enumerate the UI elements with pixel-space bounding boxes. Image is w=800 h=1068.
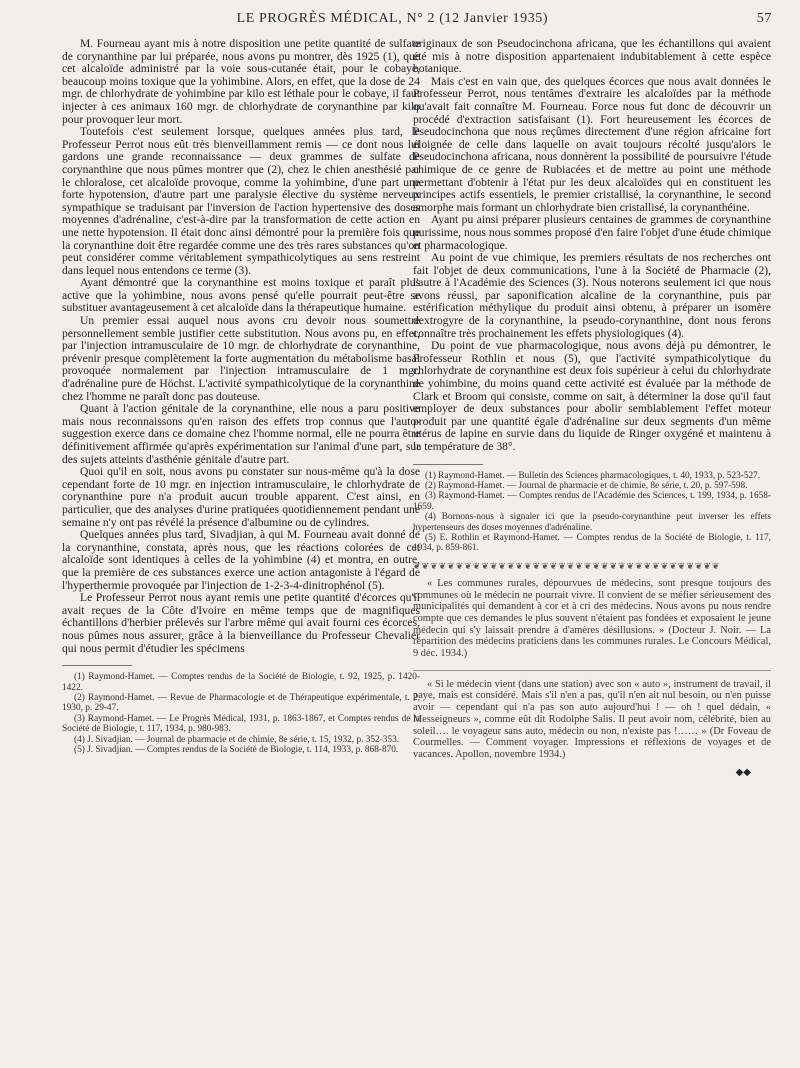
left-paragraph-4: Un premier essai auquel nous avons cru devoir nous soumettre personnellement semble justifier cette substitution. Nous avons pu, en effet, par l'injection intramusculaire de 10 mgr. de chlorhydrate de corynanthine, prévenir presque complètement la forte augmentation du métabolisme basal provoquée normalement par l'injection intramusculaire de 1 mgr. d'adrénaline pure de Höchst. L'activité sympathicolytique de la corynanthine chez l'homme ne paraît donc pas douteuse. bbox=[62, 314, 420, 403]
left-footnote-5: (5) J. Sivadjian. — Comptes rendus de la Société de Biologie, t. 114, 1933, p. 868-870. bbox=[74, 744, 399, 755]
quote-1-text: « Les communes rurales, dépourvues de médecins, sont presque toujours des communes où le médecin ne pourrait vivre. Il convient de se méfier sérieusement des municipalités qui demandent à cor et à cri des médecins. Nous avons pu nous rendre compte que ces demandes le plus souvent n'étaient pas fondées et exposaient le jeune médecin qui s'y laissait prendre à d'amères désillusions. » (Docteur J. Noir. — La répartition des médecins praticiens dans les communes rurales. Le Concours Médical, 9 déc. 1934.) bbox=[413, 577, 771, 660]
right-paragraph-1: originaux de son Pseudocinchona africana, que les échantillons qui avaient été mis à notre disposition appartenaient indubitablement à cette espèce botanique. bbox=[413, 37, 771, 76]
right-footnote-3: (3) Raymond-Hamet. — Comptes rendus de l'Académie des Sciences, t. 199, 1934, p. 1658-1659. bbox=[413, 491, 771, 512]
right-paragraph-3: Ayant pu ainsi préparer plusieurs centaines de grammes de corynanthine purissime, nous nous sommes proposé d'en faire l'objet d'une étude chimique et pharmacologique. bbox=[413, 213, 771, 252]
right-footnote-5: (5) E. Rothlin et Raymond-Hamet. — Comptes rendus de la Société de Biologie, t. 117, 1934, p. 859-861. bbox=[413, 533, 771, 554]
quote-block-1 bbox=[413, 578, 771, 660]
left-footnotes bbox=[62, 672, 420, 755]
right-footnote-2: (2) Raymond-Hamet. — Journal de pharmacie et de chimie, 8e série, t. 20, p. 597-598. bbox=[425, 481, 748, 491]
quote-block-2 bbox=[413, 679, 771, 761]
page-header bbox=[28, 8, 772, 30]
right-column bbox=[413, 38, 771, 778]
right-footnote-1: (1) Raymond-Hamet. — Bulletin des Sciences pharmacologiques, t. 40, 1933, p. 523-527. bbox=[425, 470, 761, 481]
right-footnotes bbox=[413, 471, 771, 554]
running-head: LE PROGRÈS MÉDICAL, N° 2 (12 Janvier 1935) bbox=[236, 11, 549, 26]
page-number: 57 bbox=[756, 11, 772, 26]
right-paragraph-2: Mais c'est en vain que, des quelques écorces que nous avait données le Professeur Perrot, nous tentâmes d'extraire les alcaloïdes par la méthode qu'avait fait connaître M. Fourneau. Force nous fut donc de découvrir un procédé d'extraction satisfaisant (1). Fort heureusement les écorces de Pseudocinchona que nous reçûmes directement d'une région africaine fort éloignée de celle dans laquelle on avait toujours récolté jusqu'alors le Pseudocinchona africana, nous donnèrent la possibilité de poursuivre l'étude chimique de ce genre de Rubiacées et de mettre au point une méthode permettant d'obtenir à l'état pur les deux alcaloïdes qui en constituent les principes actifs essentiels, le premier cristallisé, la corynanthine, le second amorphe mais formant un chlorhydrate bien cristallisé, la corynanthéine. bbox=[413, 74, 771, 214]
left-paragraph-2: Toutefois c'est seulement lorsque, quelques années plus tard, le Professeur Perrot nous eût très bienveillamment remis — ce dont nous lui gardons une grande reconnaissance — deux grammes de sulfate de corynanthine que nous pûmes montrer que (2), chez le chien anesthésié par le chloralose, cet alcaloïde provoque, comme la yohimbine, d'une part une forte hypotension, d'autre part une paralysie élective du système nerveux sympathique se traduisant par l'inversion de l'action hypertensive des doses moyennes d'adrénaline, c'est-à-dire par la transformation de cette action en une nette hypotension. Il était donc ainsi démontré pour la première fois que la corynanthine doit être regardée comme une des très rares substances qu'on peut considérer comme véritablement sympathicolytiques au sens restreint dans lequel nous entendons ce terme (3). bbox=[62, 125, 420, 277]
right-footnote-4: (4) Bornons-nous à signaler ici que la pseudo-corynanthine peut inverser les effets hypertenseurs des doses moyennes d'adrénaline. bbox=[413, 512, 771, 533]
right-body-text bbox=[413, 38, 771, 454]
left-paragraph-7: Quelques années plus tard, Sivadjian, à qui M. Fourneau avait donné de la corynanthine, constata, après nous, que les réactions colorées de cet alcaloïde sont identiques à celles de la yohimbine (4) et montra, en outre, que la première de ces substances exerce une action antagoniste à l'égard de l'hyperthermie provoquée par l'injection de 1-2-3-4-dinitrophénol (5). bbox=[62, 528, 420, 592]
left-footnote-1: (1) Raymond-Hamet. — Comptes rendus de la Société de Biologie, t. 92, 1925, p. 1420-1422. bbox=[62, 672, 420, 693]
left-footnote-3: (3) Raymond-Hamet. — Le Progrès Médical, 1931, p. 1863-1867, et Comptes rendus de la Société de Biologie, t. 117, 1934, p. 980-983. bbox=[62, 713, 420, 735]
footnote-rule bbox=[62, 665, 132, 666]
left-footnote-2: (2) Raymond-Hamet. — Revue de Pharmacologie et de Thérapeutique expérimentale, t. 2, 1930, p. 29-47. bbox=[62, 692, 420, 714]
footnote-rule bbox=[413, 464, 483, 465]
left-footnote-4: (4) J. Sivadjian. — Journal de pharmacie et de chimie, 8e série, t. 15, 1932, p. 352-353. bbox=[74, 734, 400, 745]
left-paragraph-5: Quant à l'action génitale de la corynanthine, elle nous a paru positive mais nous reconnaissons qu'en raison des effets trop connus que l'auto-suggestion exerce dans ce domaine chez l'homme normal, elle ne pourra être définitivement affirmée qu'après expérimentation sur l'animal d'une part, sur des sujets atteints d'asthénie génitale d'autre part. bbox=[62, 402, 420, 466]
left-paragraph-3: Ayant démontré que la corynanthine est moins toxique et paraît plus active que la yohimbine, nous avons pensé qu'elle pourrait peut-être se substituer avantageusement à cet alcaloïde dans la thérapeutique humaine. bbox=[62, 276, 420, 315]
left-paragraph-8: Le Professeur Perrot nous ayant remis une petite quantité d'écorces qu'il avait reçues de la Côte d'Ivoire en même temps que de magnifiques échantillons d'herbier prélevés sur l'arbre même qui avait fourni ces écorces, nous pûmes nous assurer, grâce à la bienveillance du Professeur Chevalier qui nous permit d'étudier les spécimens bbox=[62, 591, 420, 655]
end-mark: ◆◆ bbox=[735, 766, 751, 778]
right-paragraph-4: Au point de vue chimique, les premiers résultats de nos recherches ont fait l'objet de deux communications, l'une à la Société de Pharmacie (2), l'autre à l'Académie des Sciences (3). Nous noterons seulement ici que nous avons réussi, par saponification alcaline de la corynanthine, puis par estérification méthylique du produit ainsi obtenu, à préparer un isomère dextrogyre de la corynanthine, la pseudo-corynanthine, dont nous ferons connaître très prochainement les effets physiologiques (4). bbox=[413, 251, 771, 340]
left-paragraph-1: M. Fourneau ayant mis à notre disposition une petite quantité de sulfate de corynanthine par lui préparée, nous avons pu montrer, dès 1925 (1), que cet alcaloïde administré par la voie sous-cutanée était, pour le cobaye, beaucoup moins toxique que la yohimbine. Alors, en effet, que la dose de 24 mgr. de chlorhydrate de yohimbine par kilo est léthale pour le cobaye, il faut injecter à ces animaux 160 mgr. de chlorhydrate de corynanthine par kilo pour provoquer leur mort. bbox=[62, 37, 420, 126]
quote-2-text: « Si le médecin vient (dans une station) avec son « auto », instrument de travail, il paye, mais est considéré. Mais s'il n'en a pas, qu'il n'en ait nul besoin, ou n'en puisse avoir — cependant qui n'a pas son auto aujourd'hui ! — oh ! quel dédain, « Messeigneurs », comme eût dit Rodolphe Salis. Il peut avoir nom, célébrité, bien au soleil…. le voyageur sans auto, médecin ou non, n'existe pas !…… » (Dr Foveau de Courmelles. — Comment voyager. Impressions et réflexions de voyages et de vacances. Apollon, novembre 1934.) bbox=[413, 678, 771, 760]
ornament-divider: ❦❦❦❦❦❦❦❦❦❦❦❦❦❦❦❦❦❦❦❦❦❦❦❦❦❦❦❦❦❦❦❦❦❦❦❦ bbox=[413, 561, 721, 570]
left-column bbox=[62, 38, 420, 755]
quote-separator bbox=[413, 670, 771, 671]
left-body-text bbox=[62, 38, 420, 655]
left-paragraph-6: Quoi qu'il en soit, nous avons pu constater sur nous-même qu'à la dose cependant forte de 10 mgr. en injection intramusculaire, le chlorhydrate de corynanthine pure n'a produit aucun trouble apparent. C'est ainsi, en particulier, que des analyses d'urine pratiquées quotidiennement pendant une semaine n'y ont pas révélé la présence d'albumine ou de cylindres. bbox=[62, 465, 420, 529]
right-paragraph-5: Du point de vue pharmacologique, nous avons déjà pu démontrer, le Professeur Rothlin et nous (5), que l'activité sympathicolytique du chlorhydrate de corynanthine est deux fois supérieur à celui du chlorhydrate de yohimbine, du moins quand cette activité est évaluée par la méthode de Clark et Broom qui consiste, comme on sait, à déterminer la dose qu'il faut employer de deux substances pour abolir semblablement l'effet moteur produit par une quantité égale d'adrénaline sur deux segments d'un même utérus de lapine en survie dans du liquide de Ringer oxygéné et maintenu à la température de 38°. bbox=[413, 339, 771, 453]
